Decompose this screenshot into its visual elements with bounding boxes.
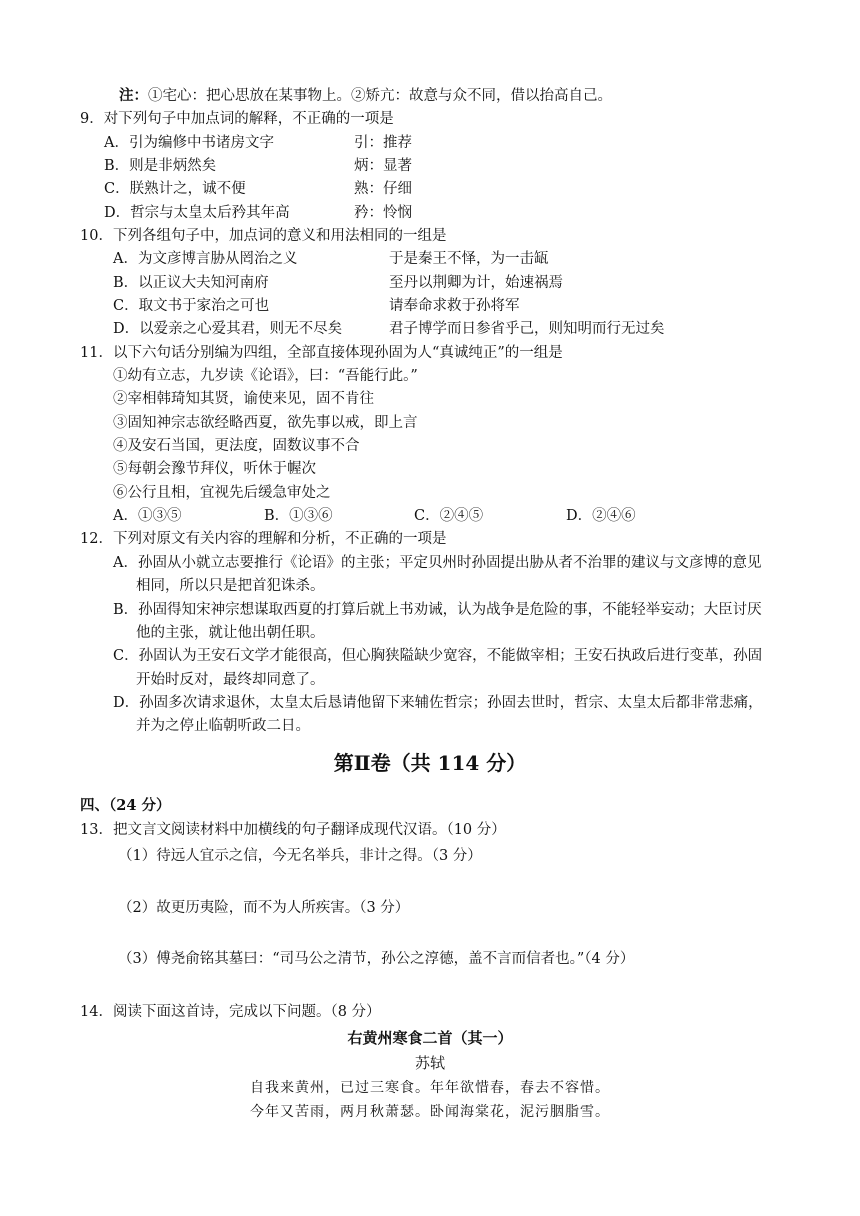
q11-item-4: ④及安石当国，更法度，固数议事不合 (113, 438, 360, 454)
poem-author: 苏轼 (414, 1054, 445, 1072)
q11-choice-d: D．②④⑥ (566, 508, 636, 524)
q12-option-b-line1: B．孙固得知宋神宗想谋取西夏的打算后就上书劝诫，认为战争是危险的事，不能轻举妄动；大臣讨厌 (113, 602, 762, 618)
q9-option-d-gloss: 矜：怜悯 (354, 205, 412, 221)
q12-option-d-line1: D．孙固多次请求退休，太皇太后恳请他留下来辅佐哲宗；孙固去世时，哲宗、太皇太后都非常悲痛， (113, 695, 763, 711)
q11-item-1: ①幼有立志，九岁读《论语》，曰：“吾能行此。” (113, 368, 418, 384)
q9-option-a-gloss: 引：推荐 (354, 135, 412, 151)
q12-option-c-line2: 开始时反对，最终却同意了。 (136, 672, 325, 688)
q12-option-d-line2: 并为之停止临朝听政二日。 (136, 718, 310, 734)
q10-stem: 10．下列各组句子中，加点词的意义和用法相同的一组是 (80, 228, 447, 244)
poem-line-2: 今年又苦雨，两月秋萧瑟。卧闻海棠花，泥污胭脂雪。 (250, 1104, 610, 1120)
note-label: 注： (119, 87, 148, 104)
note-text: ①宅心：把心思放在某事物上。②矫亢：故意与众不同，借以抬高自己。 (148, 88, 612, 104)
q9-option-c-gloss: 熟：仔细 (354, 181, 412, 197)
q12-option-c-line1: C．孙固认为王安石文学才能很高，但心胸狭隘缺少宽容，不能做宰相；王安石执政后进行变革，孙固 (113, 648, 763, 664)
q13-item-1: （1）待远人宜示之信，今无名举兵，非计之得。（3 分） (118, 848, 482, 864)
q10-option-a-pair: 于是秦王不怿，为一击缻 (389, 251, 549, 267)
q14-stem: 14．阅读下面这首诗，完成以下问题。（8 分） (80, 1004, 381, 1020)
q11-item-5: ⑤每朝会豫节拜仪，听休于幄次 (113, 461, 316, 477)
q10-option-b: B．以正议大夫知河南府 (113, 275, 269, 291)
q12-option-b-line2: 他的主张，就让他出朝任职。 (136, 625, 325, 641)
q11-stem: 11．以下六句话分别编为四组，全部直接体现孙固为人“真诚纯正”的一组是 (80, 345, 563, 361)
q13-stem: 13．把文言文阅读材料中加横线的句子翻译成现代汉语。（10 分） (80, 822, 506, 838)
q13-item-2: （2）故更历夷险，而不为人所疾害。（3 分） (118, 900, 410, 916)
q9-option-b-gloss: 炳：显著 (354, 158, 412, 174)
q11-choice-c: C．②④⑤ (414, 508, 484, 524)
q11-item-2: ②宰相韩琦知其贤，谕使来见，固不肯往 (113, 391, 374, 407)
q9-stem: 9．对下列句子中加点词的解释，不正确的一项是 (80, 111, 394, 127)
q13-item-3: （3）傅尧俞铭其墓曰：“司马公之清节，孙公之淳德，盖不言而信者也。”（4 分） (118, 951, 635, 967)
poem-line-1: 自我来黄州，已过三寒食。年年欲惜春，春去不容惜。 (250, 1080, 610, 1096)
q11-item-6: ⑥公行且相，宜视先后缓急审处之 (113, 485, 331, 501)
q10-option-d-pair: 君子博学而日参省乎己，则知明而行无过矣 (389, 321, 665, 337)
q9-option-b: B．则是非炳然矣 (104, 158, 217, 174)
q12-option-a-line2: 相同，所以只是把首犯诛杀。 (136, 578, 325, 594)
part2-title: 第Ⅱ卷（共 114 分） (333, 751, 527, 775)
q9-option-c: C．朕熟计之，诚不便 (104, 181, 246, 197)
note-line (119, 86, 612, 106)
q11-choice-b: B．①③⑥ (264, 508, 333, 524)
poem-title: 右黄州寒食二首（其一） (347, 1029, 513, 1047)
section4-heading: 四、（24 分） (80, 797, 171, 814)
q12-stem: 12．下列对原文有关内容的理解和分析，不正确的一项是 (80, 531, 447, 547)
q11-choice-a: A．①③⑤ (113, 508, 182, 524)
q10-option-d: D．以爱亲之心爱其君，则无不尽矣 (113, 321, 343, 337)
q10-option-c-pair: 请奉命求救于孙将军 (389, 298, 520, 314)
q9-option-a: A．引为编修中书诸房文字 (104, 135, 274, 151)
q11-item-3: ③固知神宗志欲经略西夏，欲先事以戒，即上言 (113, 415, 418, 431)
q10-option-b-pair: 至丹以荆卿为计，始速祸焉 (389, 275, 563, 291)
q12-option-a-line1: A．孙固从小就立志要推行《论语》的主张；平定贝州时孙固提出胁从者不治罪的建议与文彦博的意见 (113, 555, 762, 571)
q10-option-c: C．取文书于家治之可也 (113, 298, 270, 314)
q9-option-d: D．哲宗与太皇太后矜其年高 (104, 205, 290, 221)
q10-option-a: A．为文彦博言胁从罔治之义 (113, 251, 298, 267)
